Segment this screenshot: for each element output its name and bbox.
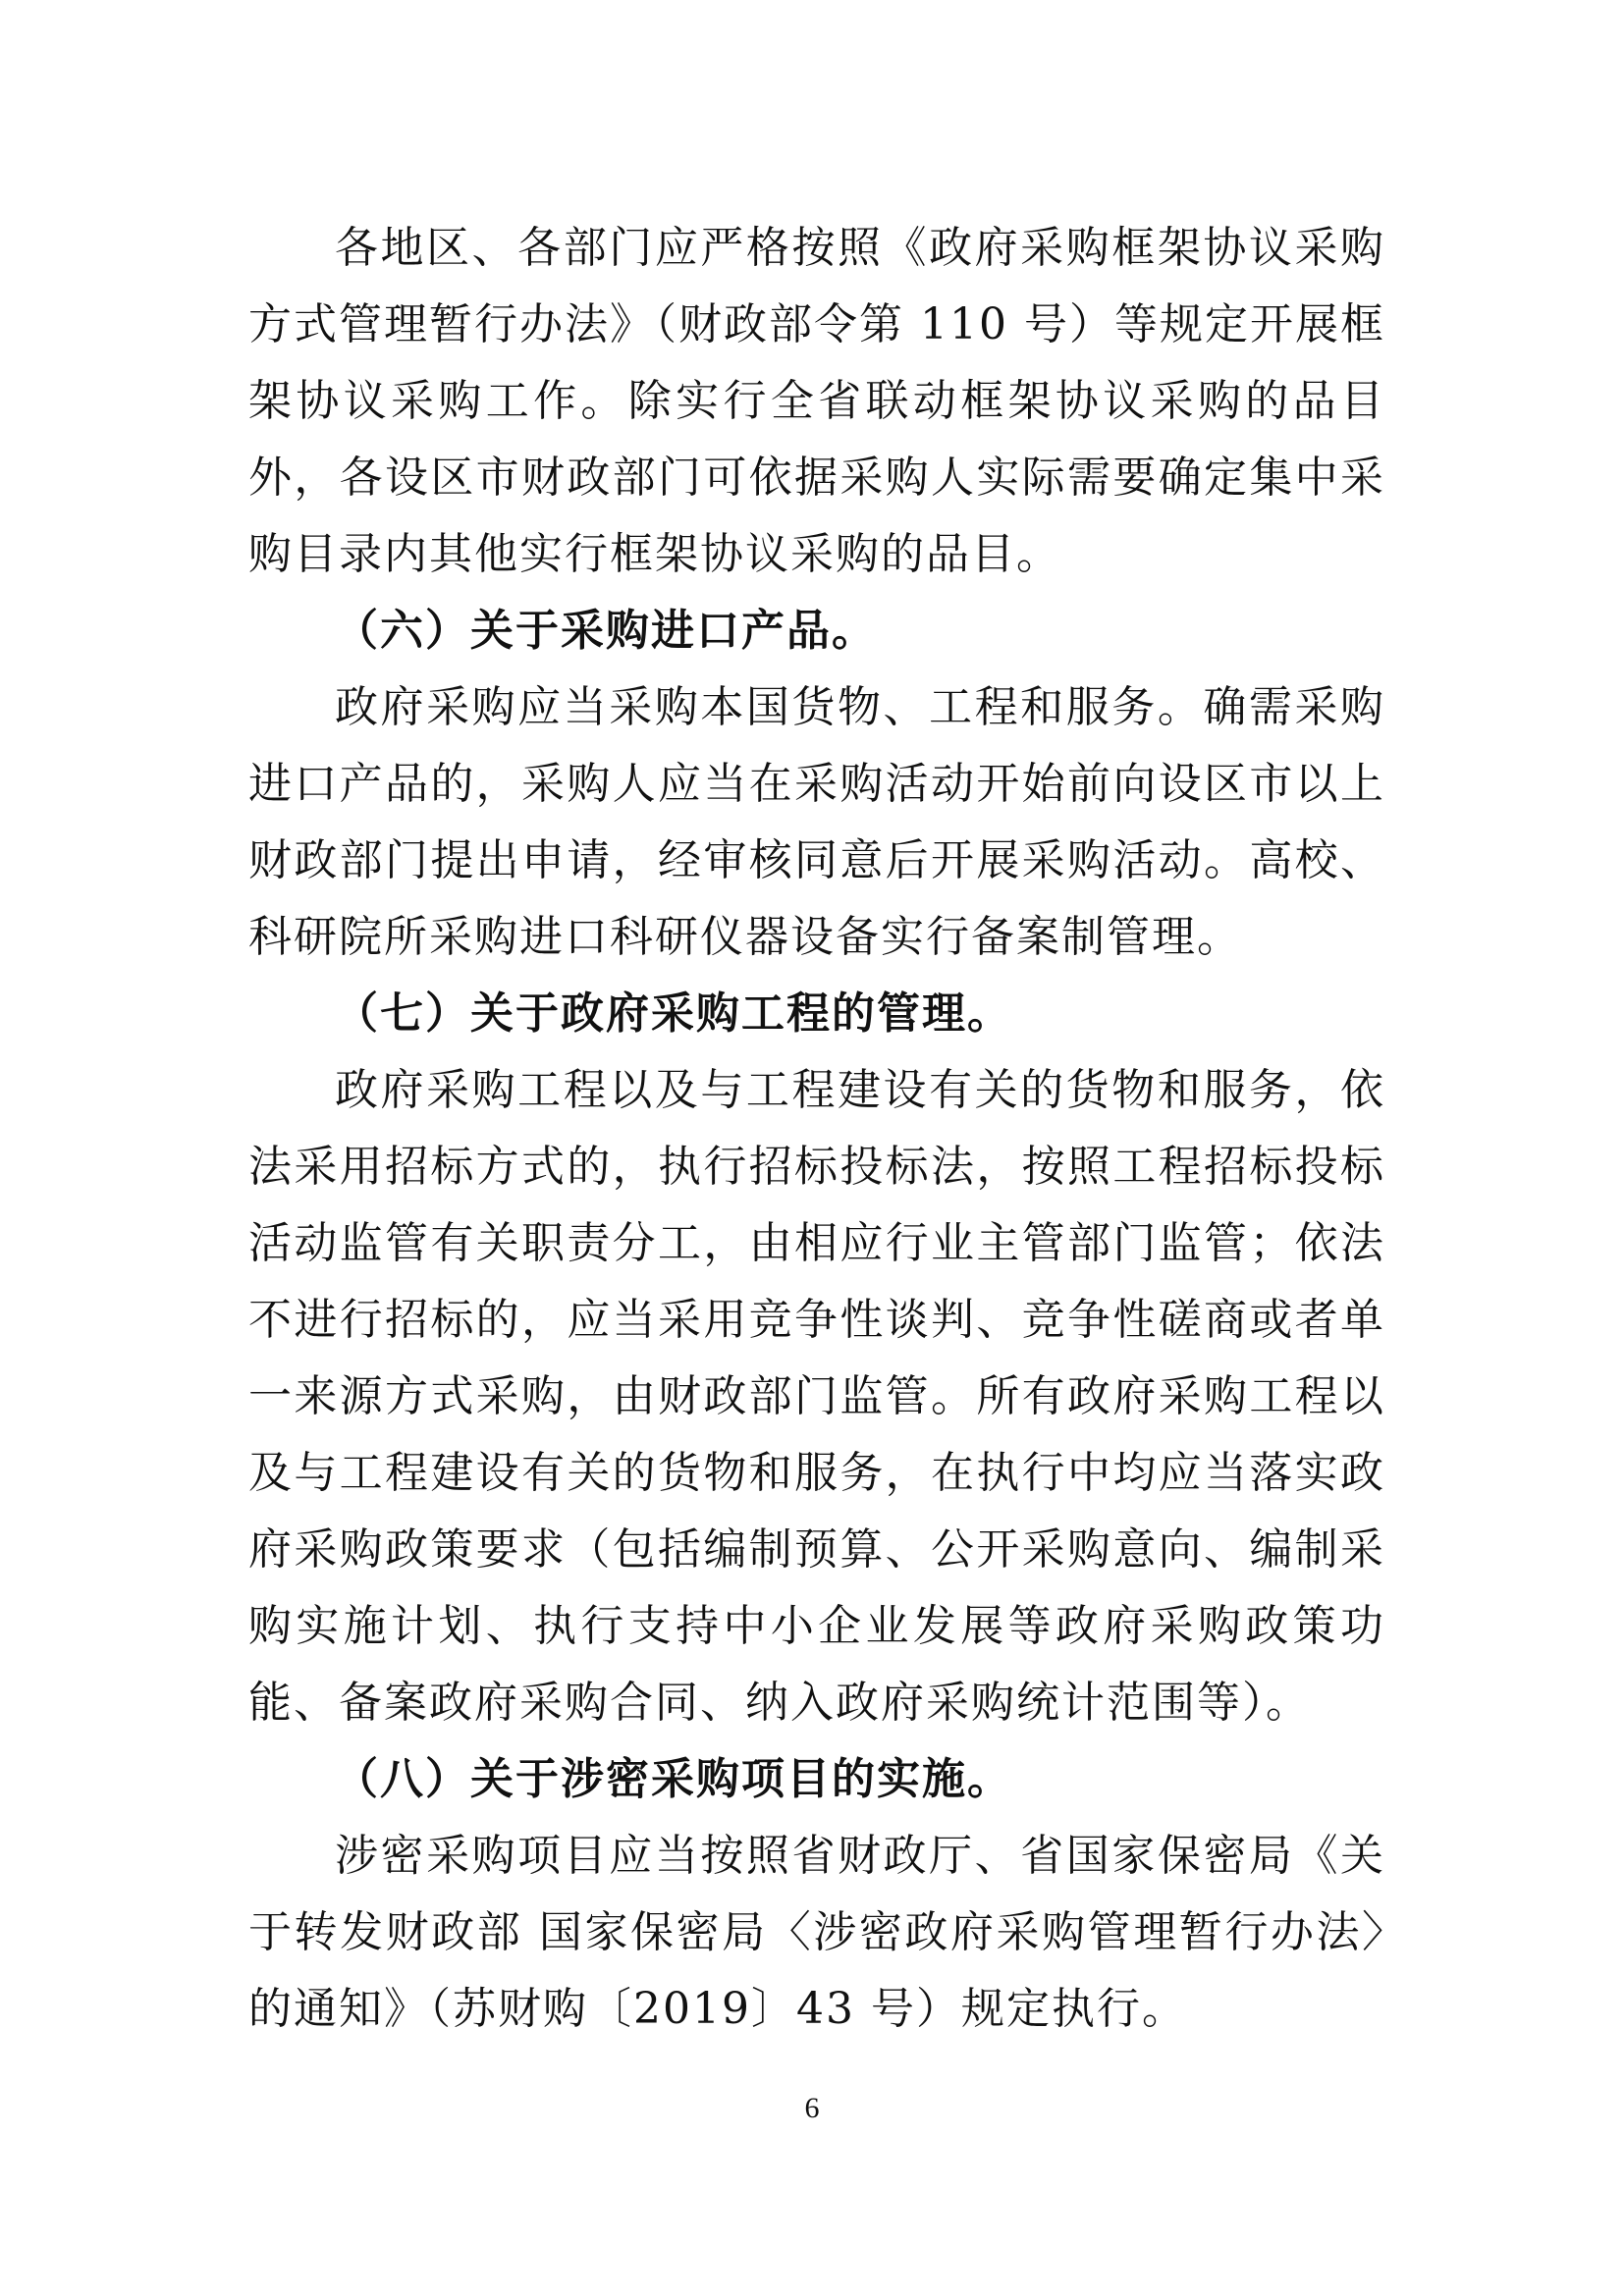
section-heading-classified-procurement: （八）关于涉密采购项目的实施。: [335, 1754, 1012, 1804]
paragraph-classified-procurement: 涉密采购项目应当按照省财政厅、省国家保密局《关于转发财政部 国家保密局〈涉密政府采购管理暂行办法〉的通知》（苏财购〔2019〕43 号）规定执行。: [248, 1831, 1385, 2034]
paragraph-imported-products: 政府采购应当采购本国货物、工程和服务。确需采购进口产品的，采购人应当在采购活动开始前向设区市以上财政部门提出申请，经审核同意后开展采购活动。高校、科研院所采购进口科研仪器设备实行备案制管理。: [248, 682, 1385, 962]
section-heading-imported-products: （六）关于采购进口产品。: [335, 606, 877, 656]
section-heading-engineering-management: （七）关于政府采购工程的管理。: [335, 988, 1012, 1039]
page-number: 6: [804, 2092, 820, 2124]
paragraph-framework-agreement: 各地区、各部门应严格按照《政府采购框架协议采购方式管理暂行办法》（财政部令第 110 号）等规定开展框架协议采购工作。除实行全省联动框架协议采购的品目外，各设区市财政部门可依据采购人实际需要确定集中采购目录内其他实行框架协议采购的品目。: [248, 223, 1385, 579]
document-body: [248, 210, 1385, 2048]
paragraph-engineering-management: 政府采购工程以及与工程建设有关的货物和服务，依法采用招标方式的，执行招标投标法，按照工程招标投标活动监管有关职责分工，由相应行业主管部门监管；依法不进行招标的，应当采用竞争性谈判、竞争性磋商或者单一来源方式采购，由财政部门监管。所有政府采购工程以及与工程建设有关的货物和服务，在执行中均应当落实政府采购政策要求（包括编制预算、公开采购意向、编制采购实施计划、执行支持中小企业发展等政府采购政策功能、备案政府采购合同、纳入政府采购统计范围等）。: [248, 1065, 1385, 1728]
